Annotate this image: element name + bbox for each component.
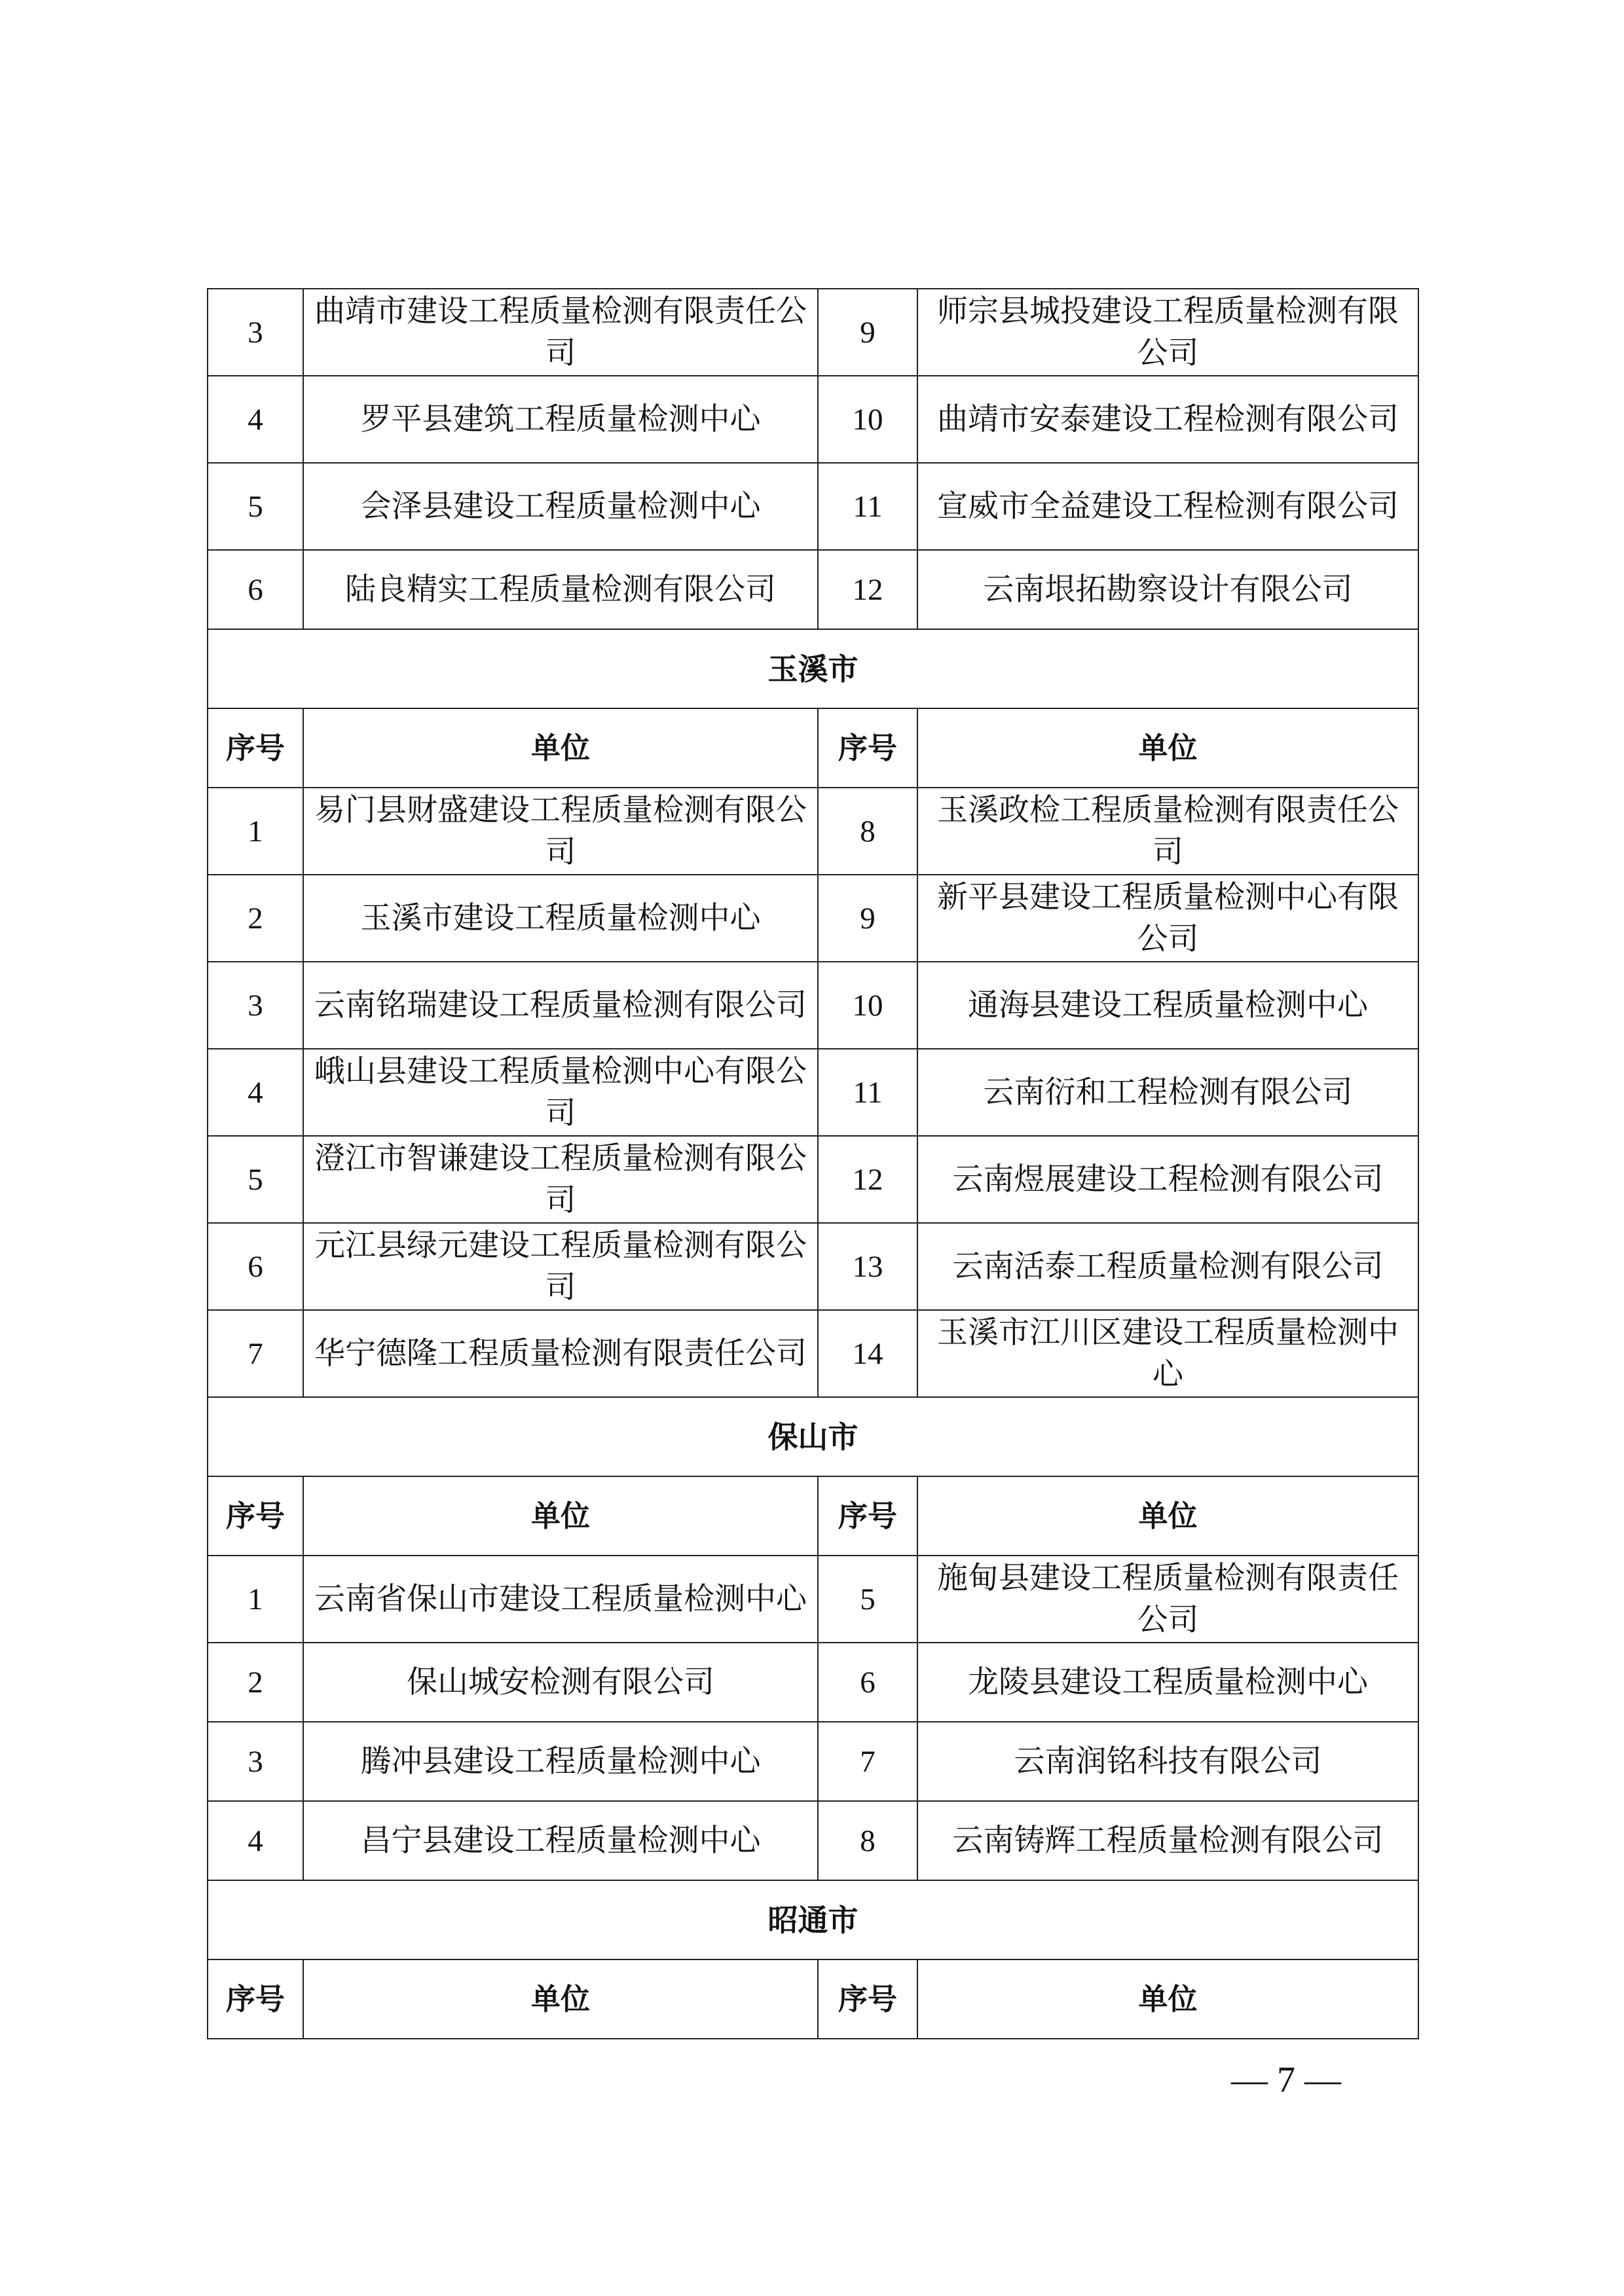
unit-name: 澄江市智谦建设工程质量检测有限公司: [303, 1136, 818, 1223]
unit-name: 云南活泰工程质量检测有限公司: [917, 1223, 1418, 1310]
header-unit: 单位: [303, 1959, 818, 2039]
unit-name: 云南垠拓勘察设计有限公司: [917, 550, 1418, 629]
unit-name: 玉溪市江川区建设工程质量检测中心: [917, 1310, 1418, 1397]
unit-name: 新平县建设工程质量检测中心有限公司: [917, 875, 1418, 962]
row-number: 7: [208, 1310, 303, 1397]
row-number: 4: [208, 1801, 303, 1880]
row-number: 7: [818, 1722, 917, 1801]
row-number: 12: [818, 1136, 917, 1223]
row-number: 9: [818, 289, 917, 376]
inspection-institutions-table: [207, 288, 1419, 2039]
unit-name: 施甸县建设工程质量检测有限责任公司: [917, 1556, 1418, 1643]
page-number: — 7 —: [1231, 2060, 1341, 2100]
row-number: 6: [208, 550, 303, 629]
table-row: [208, 962, 1418, 1049]
unit-name: 云南省保山市建设工程质量检测中心: [303, 1556, 818, 1643]
header-unit: 单位: [303, 1476, 818, 1556]
unit-name: 宣威市全益建设工程检测有限公司: [917, 463, 1418, 550]
row-number: 8: [818, 1801, 917, 1880]
unit-name: 罗平县建筑工程质量检测中心: [303, 376, 818, 463]
table-row: [208, 1310, 1418, 1397]
table-row: [208, 1801, 1418, 1880]
table-row: [208, 1136, 1418, 1223]
unit-name: 云南衍和工程检测有限公司: [917, 1049, 1418, 1136]
row-number: 13: [818, 1223, 917, 1310]
unit-name: 玉溪市建设工程质量检测中心: [303, 875, 818, 962]
unit-name: 云南铭瑞建设工程质量检测有限公司: [303, 962, 818, 1049]
section-title: 玉溪市: [208, 629, 1418, 708]
header-unit: 单位: [917, 708, 1418, 788]
row-number: 9: [818, 875, 917, 962]
table-row: [208, 1223, 1418, 1310]
row-number: 8: [818, 788, 917, 875]
table-row: [208, 788, 1418, 875]
row-number: 3: [208, 962, 303, 1049]
header-seq: 序号: [818, 1476, 917, 1556]
section-header-row: [208, 1397, 1418, 1476]
unit-name: 曲靖市安泰建设工程检测有限公司: [917, 376, 1418, 463]
row-number: 3: [208, 1722, 303, 1801]
unit-name: 华宁德隆工程质量检测有限责任公司: [303, 1310, 818, 1397]
row-number: 4: [208, 376, 303, 463]
unit-name: 云南润铭科技有限公司: [917, 1722, 1418, 1801]
table-row: [208, 1643, 1418, 1722]
table-row: [208, 550, 1418, 629]
column-header-row: [208, 708, 1418, 788]
unit-name: 云南铸辉工程质量检测有限公司: [917, 1801, 1418, 1880]
unit-name: 玉溪政检工程质量检测有限责任公司: [917, 788, 1418, 875]
row-number: 2: [208, 875, 303, 962]
section-title: 保山市: [208, 1397, 1418, 1476]
unit-name: 曲靖市建设工程质量检测有限责任公司: [303, 289, 818, 376]
row-number: 2: [208, 1643, 303, 1722]
unit-name: 师宗县城投建设工程质量检测有限公司: [917, 289, 1418, 376]
column-header-row: [208, 1476, 1418, 1556]
row-number: 5: [818, 1556, 917, 1643]
table-row: [208, 463, 1418, 550]
table-row: [208, 1556, 1418, 1643]
unit-name: 元江县绿元建设工程质量检测有限公司: [303, 1223, 818, 1310]
unit-name: 保山城安检测有限公司: [303, 1643, 818, 1722]
row-number: 11: [818, 1049, 917, 1136]
row-number: 1: [208, 788, 303, 875]
unit-name: 通海县建设工程质量检测中心: [917, 962, 1418, 1049]
section-header-row: [208, 629, 1418, 708]
table-row: [208, 289, 1418, 376]
table-row: [208, 1722, 1418, 1801]
header-unit: 单位: [917, 1476, 1418, 1556]
row-number: 12: [818, 550, 917, 629]
column-header-row: [208, 1959, 1418, 2039]
row-number: 5: [208, 1136, 303, 1223]
unit-name: 峨山县建设工程质量检测中心有限公司: [303, 1049, 818, 1136]
row-number: 4: [208, 1049, 303, 1136]
row-number: 5: [208, 463, 303, 550]
unit-name: 昌宁县建设工程质量检测中心: [303, 1801, 818, 1880]
unit-name: 易门县财盛建设工程质量检测有限公司: [303, 788, 818, 875]
row-number: 1: [208, 1556, 303, 1643]
header-seq: 序号: [208, 1959, 303, 2039]
row-number: 6: [818, 1643, 917, 1722]
table-row: [208, 376, 1418, 463]
row-number: 10: [818, 962, 917, 1049]
row-number: 3: [208, 289, 303, 376]
unit-name: 云南煜展建设工程检测有限公司: [917, 1136, 1418, 1223]
section-header-row: [208, 1880, 1418, 1959]
row-number: 14: [818, 1310, 917, 1397]
section-title: 昭通市: [208, 1880, 1418, 1959]
row-number: 10: [818, 376, 917, 463]
header-seq: 序号: [818, 708, 917, 788]
header-seq: 序号: [818, 1959, 917, 2039]
unit-name: 会泽县建设工程质量检测中心: [303, 463, 818, 550]
header-seq: 序号: [208, 1476, 303, 1556]
row-number: 6: [208, 1223, 303, 1310]
header-unit: 单位: [303, 708, 818, 788]
header-unit: 单位: [917, 1959, 1418, 2039]
row-number: 11: [818, 463, 917, 550]
unit-name: 龙陵县建设工程质量检测中心: [917, 1643, 1418, 1722]
unit-name: 陆良精实工程质量检测有限公司: [303, 550, 818, 629]
unit-name: 腾冲县建设工程质量检测中心: [303, 1722, 818, 1801]
header-seq: 序号: [208, 708, 303, 788]
table-row: [208, 1049, 1418, 1136]
table-row: [208, 875, 1418, 962]
